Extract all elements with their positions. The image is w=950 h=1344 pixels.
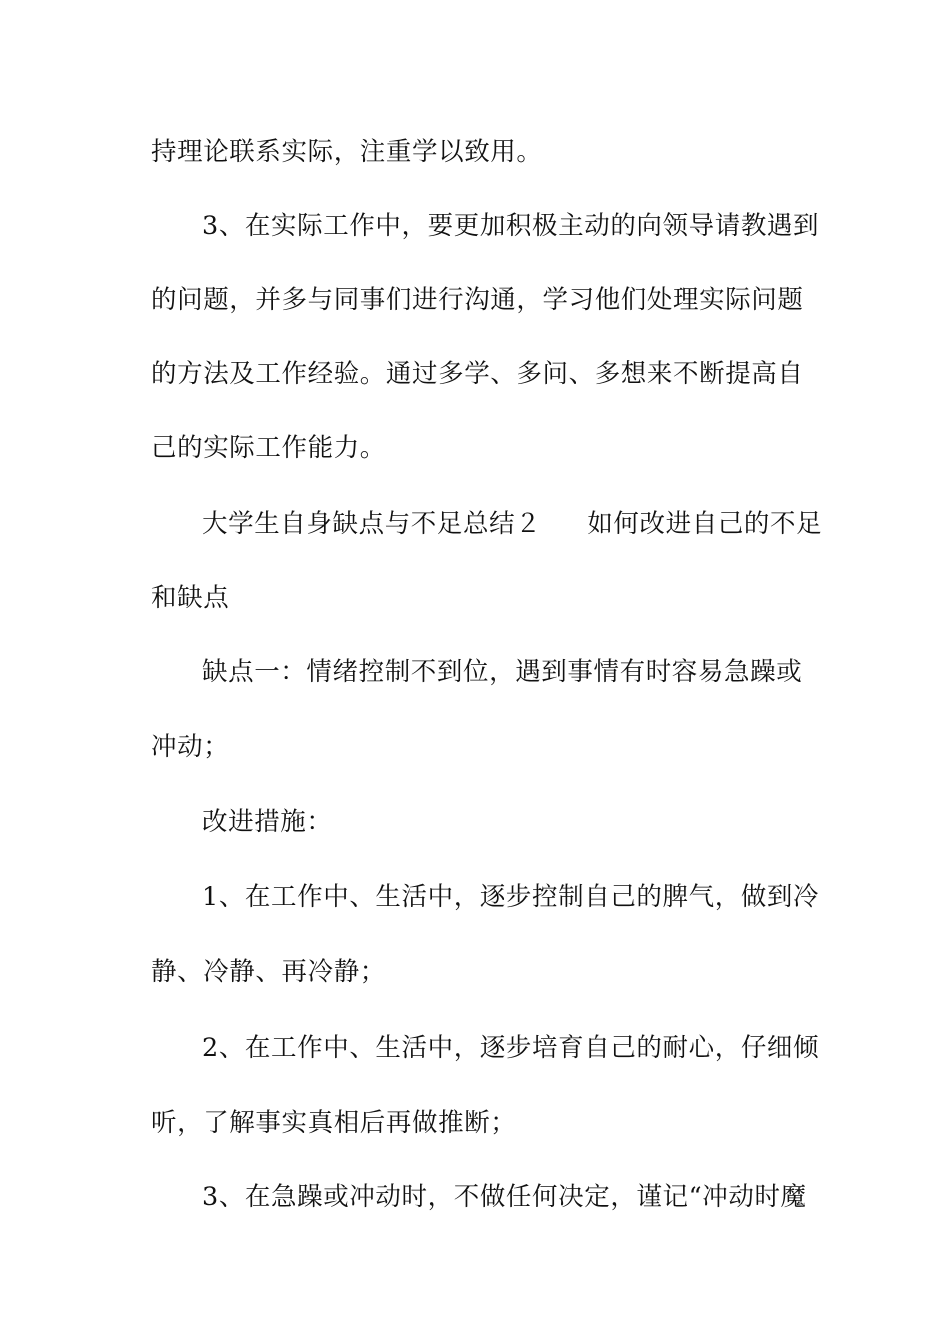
- paragraph-line: 己的实际工作能力。: [151, 433, 386, 463]
- paragraph-line: 听，了解事实真相后再做推断；: [151, 1108, 517, 1138]
- paragraph-line: 缺点一：情绪控制不到位，遇到事情有时容易急躁或: [202, 657, 803, 687]
- paragraph-line: 持理论联系实际，注重学以致用。: [151, 137, 543, 167]
- paragraph-line: 的方法及工作经验。通过多学、多问、多想来不断提高自: [151, 359, 804, 389]
- paragraph-line: 改进措施：: [202, 807, 333, 837]
- heading-title: 大学生自身缺点与不足总结２: [202, 509, 542, 539]
- paragraph-line: 3、在急躁或冲动时，不做任何决定，谨记“冲动时魔: [202, 1182, 807, 1212]
- paragraph-line: 的问题，并多与同事们进行沟通，学习他们处理实际问题: [151, 285, 804, 315]
- paragraph-line: 冲动；: [151, 732, 230, 762]
- paragraph-line: 静、冷静、再冷静；: [151, 957, 386, 987]
- paragraph-line: 1、在工作中、生活中，逐步控制自己的脾气，做到冷: [202, 882, 820, 912]
- section-heading: [202, 508, 862, 540]
- heading-subtitle: 如何改进自己的不足: [587, 509, 823, 539]
- paragraph-line: 3、在实际工作中，要更加积极主动的向领导请教遇到: [202, 211, 820, 241]
- paragraph-line: 2、在工作中、生活中，逐步培育自己的耐心，仔细倾: [202, 1033, 820, 1063]
- paragraph-line: 和缺点: [151, 583, 230, 613]
